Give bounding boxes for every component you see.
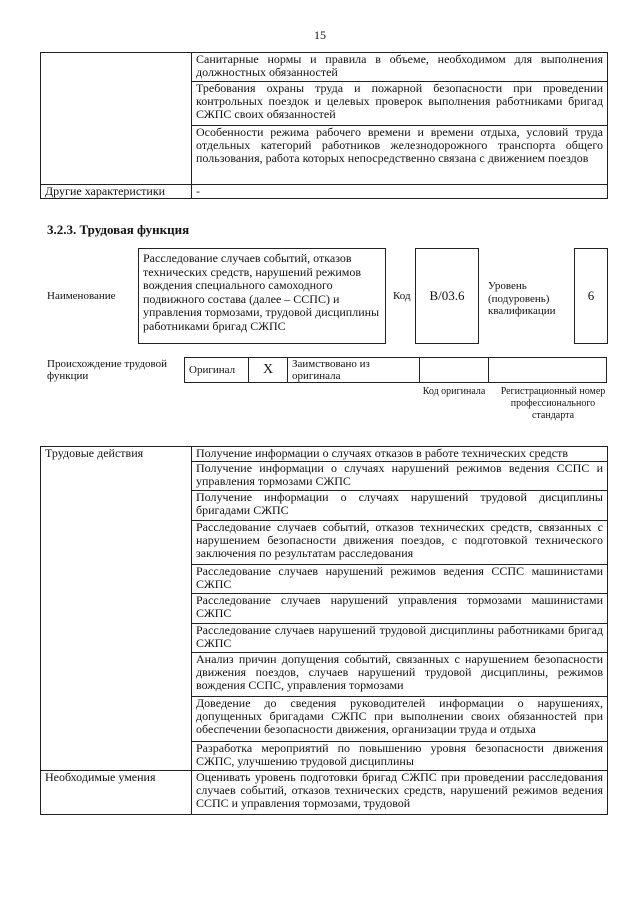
action-item: Расследование случаев нарушений режимов ведения ССПС машинистами СЖПС [192, 565, 608, 594]
action-item: Расследование случаев событий, отказов технических средств, связанных с нарушением безопасности движения поездов, с подготовкой технического заключения по результатам расследования [192, 521, 608, 565]
action-item: Получение информации о случаях отказов в работе технических средств [192, 447, 608, 462]
requirement-row: Особенности режима рабочего времени и времени отдыха, условий труда отдельных категорий работников железнодорожного транспорта общего пользования, работа которых непосредственно связана с движением поездов [192, 126, 608, 185]
page-number: 15 [314, 28, 326, 42]
origin-table [184, 357, 607, 383]
skill-item: Оценивать уровень подготовки бригад СЖПС при проведении расследования случаев событий, отказов технических средств, нарушений режимов ведения ССПС и управления тормозами, трудовой [192, 771, 608, 815]
qualification-level-label: Уровень (подуровень) квалификации [488, 280, 556, 317]
code-original-cell [420, 358, 489, 383]
empty-label-cell [41, 53, 192, 185]
function-name-label: Наименование [47, 290, 116, 302]
qualification-level-box [574, 248, 608, 344]
function-code: В/03.6 [429, 288, 465, 303]
action-item: Получение информации о случаях нарушений трудовой дисциплины бригадами СЖПС [192, 491, 608, 521]
origin-label: Происхождение трудовой функции [47, 358, 168, 382]
actions-label: Трудовые действия [41, 447, 192, 771]
skills-label: Необходимые умения [41, 771, 192, 815]
other-characteristics-value: - [192, 185, 608, 199]
reg-number-caption: Регистрационный номер профессионального стандарта [500, 386, 606, 421]
section-title: 3.2.3. Трудовая функция [47, 222, 190, 237]
action-item: Разработка мероприятий по повышению уровня безопасности движения СЖПС, улучшению трудовой дисциплины [192, 742, 608, 771]
action-item: Анализ причин допущения событий, связанных с нарушением безопасности движения поездов, случаев нарушений трудовой дисциплины, режимов вождения ССПС, управления тормозами [192, 653, 608, 697]
action-item: Доведение до сведения руководителей информации о нарушениях, допущенных бригадами СЖПС при выполнении своих обязанностей при обеспечении безопасности движения, организации труда и отдыха [192, 697, 608, 742]
requirement-row: Требования охраны труда и пожарной безопасности при проведении контрольных поездок и целевых проверок выполнения работниками бригад СЖПС своих обязанностей [192, 82, 608, 126]
code-original-caption: Код оригинала [422, 386, 486, 397]
function-code-box [415, 248, 479, 344]
actions-table [40, 446, 608, 815]
borrowed-label: Заимствовано из оригинала [288, 358, 420, 383]
other-characteristics-label: Другие характеристики [41, 185, 192, 199]
requirement-row: Санитарные нормы и правила в объеме, необходимом для выполнения должностных обязанностей [192, 53, 608, 82]
original-label: Оригинал [185, 358, 249, 383]
action-item: Расследование случаев нарушений трудовой дисциплины работниками бригад СЖПС [192, 624, 608, 653]
reg-number-cell [489, 358, 607, 383]
code-label: Код [393, 290, 411, 302]
original-mark: X [249, 358, 288, 383]
function-name-box: Расследование случаев событий, отказов технических средств, нарушений режимов вождения специального самоходного подвижного состава (далее – ССПС) и управления тормозами, трудовой дисциплины работниками бригад СЖПС [138, 248, 386, 344]
qualification-level: 6 [587, 288, 595, 303]
action-item: Расследование случаев нарушений управления тормозами машинистами СЖПС [192, 594, 608, 624]
requirements-table [40, 52, 608, 199]
action-item: Получение информации о случаях нарушений режимов ведения ССПС и управления тормозами СЖПС [192, 462, 608, 491]
